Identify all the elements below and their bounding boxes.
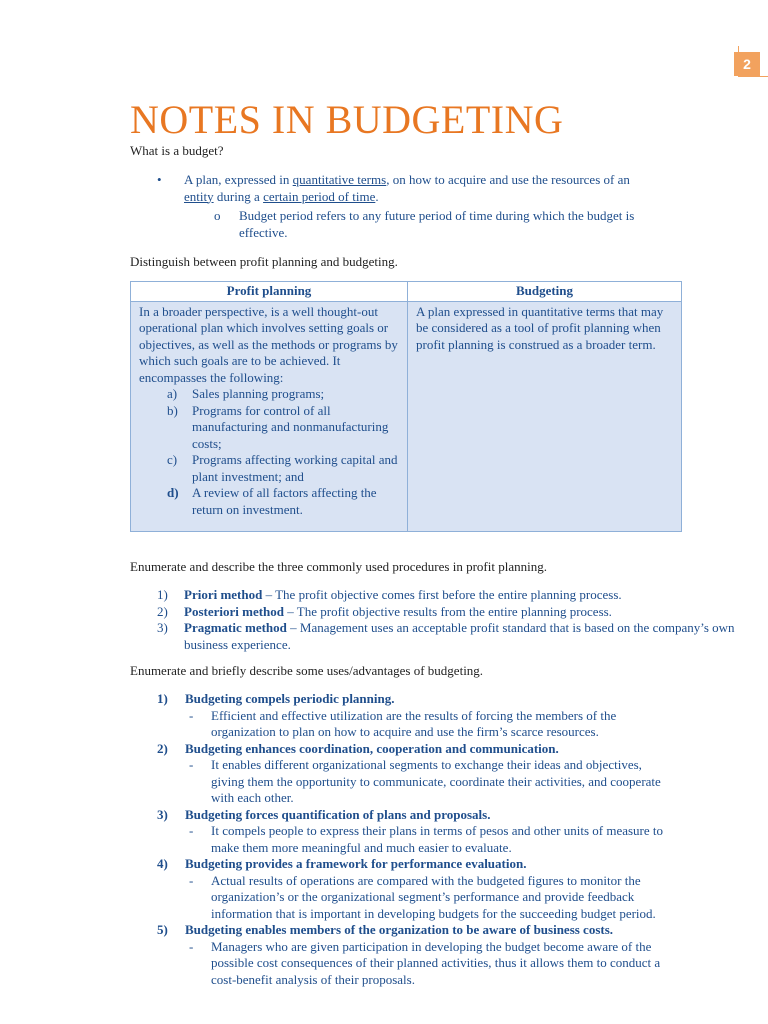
budgeting-description: A plan expressed in quantitative terms that may be considered as a tool of profit planning when profit planning is construed as a broader term. (416, 303, 664, 352)
advantage-detail: - It compels people to express their plans in terms of pesos and other units of measure to make them more meaningful and much easier to evaluate. (189, 823, 664, 855)
header-budgeting: Budgeting (408, 282, 682, 302)
advantage-heading: Budgeting provides a framework for performance evaluation. (185, 856, 527, 871)
list-item: 5) Budgeting enables members of the organization to be aware of business costs. - Managers who are given participation in developing the budget become aware of the possible cost consequences of their planned activities, thus it allows them to conduct a cost-benefit analysis of their proposals. (157, 922, 747, 988)
table-header-row (131, 282, 682, 302)
term-entity: entity (184, 188, 214, 204)
list-item: 3) Pragmatic method – Management uses an acceptable profit standard that is based on the company’s own business experience. (157, 620, 735, 652)
advantage-detail: - Managers who are given participation in developing the budget become aware of the possible cost consequences of their planned activities, thus it allows them to conduct a cost-benefit analysis of their proposals. (189, 938, 661, 987)
procedures-list (157, 587, 737, 653)
advantage-heading: Budgeting enhances coordination, cooperation and communication. (185, 740, 559, 756)
term-certain-period: certain period of time (263, 188, 376, 204)
advantage-detail: - Efficient and effective utilization are the results of forcing the members of the organization to plan on how to acquire and use the firm’s scarce resources. (189, 707, 617, 739)
list-item: d) A review of all factors affecting the return on investment. (167, 485, 377, 517)
page-number-badge: 2 (734, 52, 760, 76)
list-item: 3) Budgeting forces quantification of plans and proposals. - It compels people to express their plans in terms of pesos and other units of measure to make them more meaningful and much easier to evaluate. (157, 807, 747, 857)
cell-budgeting (408, 301, 682, 531)
question-what-is-budget: What is a budget? (130, 143, 224, 158)
profit-planning-description: In a broader perspective, is a well thought-out operational plan which involves setting goals or objectives, as well as the methods or programs by which such goals are to be achieved. It encompasses the following: (139, 303, 398, 385)
advantages-list (157, 691, 747, 988)
list-item: 1) Priori method – The profit objective comes first before the entire planning process. (157, 587, 622, 602)
term-quantitative-terms: quantitative terms (292, 172, 387, 187)
question-procedures: Enumerate and describe the three commonly used procedures in profit planning. (130, 559, 547, 574)
advantage-detail: - Actual results of operations are compared with the budgeted figures to monitor the organization’s or the organizational segment’s performance and provide feedback information that is important in developing budgets for the succeeding budget period. (189, 872, 656, 921)
page-number-rule (738, 76, 768, 77)
list-item: 1) Budgeting compels periodic planning. - Efficient and effective utilization are the results of forcing the members of the organization to plan on how to acquire and use the firm’s scarce resources. (157, 691, 747, 741)
list-item: b) Programs for control of all manufacturing and nonmanufacturing costs; (167, 402, 389, 451)
header-profit-planning: Profit planning (131, 282, 408, 302)
list-item: c) Programs affecting working capital and plant investment; and (167, 452, 398, 484)
list-item: 4) Budgeting provides a framework for performance evaluation. - Actual results of operations are compared with the budgeted figures to monitor the organization’s or the organizational segment’s performance and provide feedback information that is important in developing budgets for the succeeding budget period. (157, 856, 747, 922)
question-distinguish: Distinguish between profit planning and budgeting. (130, 254, 398, 269)
advantage-detail: - It enables different organizational segments to exchange their ideas and objectives, giving them the opportunity to communicate, coordinate their activities, and cooperate with each other. (189, 757, 661, 805)
list-item: 2) Budgeting enhances coordination, cooperation and communication. - It enables different organizational segments to exchange their ideas and objectives, giving them the opportunity to communicate, coordinate their activities, and cooperate with each other. (157, 741, 747, 807)
table-row (131, 301, 682, 531)
sub-bullet-marker: o (214, 208, 221, 223)
advantage-heading: Budgeting compels periodic planning. (185, 691, 395, 706)
budget-period-note: Budget period refers to any future period of time during which the budget is effective. (239, 208, 635, 240)
cell-profit-planning (131, 301, 408, 531)
comparison-table (130, 281, 682, 532)
list-item: a) Sales planning programs; (167, 386, 325, 401)
page-title: NOTES IN BUDGETING (130, 97, 564, 142)
advantage-heading: Budgeting forces quantification of plans and proposals. (185, 806, 491, 822)
list-item: 2) Posteriori method – The profit objective results from the entire planning process. (157, 603, 612, 619)
profit-planning-items (139, 386, 399, 518)
question-advantages: Enumerate and briefly describe some uses/advantages of budgeting. (130, 663, 484, 678)
advantage-heading: Budgeting enables members of the organization to be aware of business costs. (185, 922, 614, 937)
bullet-marker: • (157, 172, 162, 187)
budget-definition: A plan, expressed in quantitative terms, on how to acquire and use the resources of an entity during a certain period of time. (184, 172, 630, 204)
